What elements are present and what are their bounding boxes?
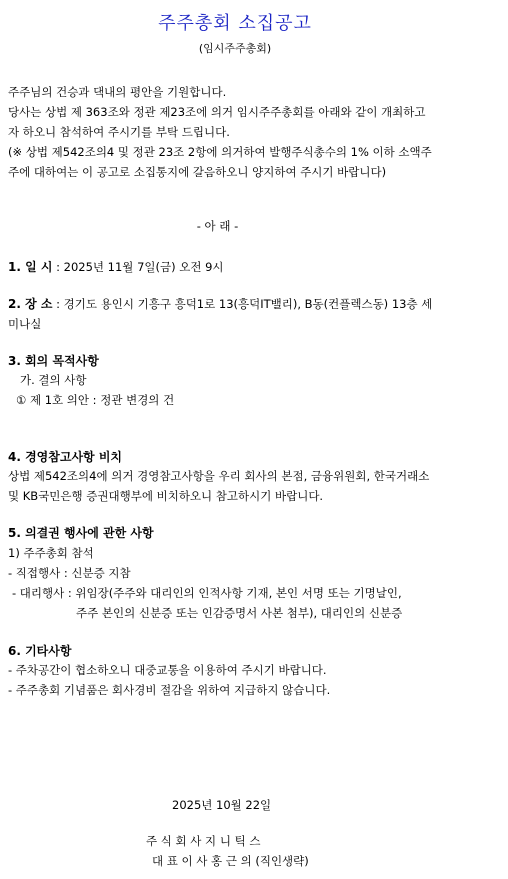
section-2 — [8, 295, 432, 312]
section-5-text: - 대리행사 : 위임장(주주와 대리인의 인적사항 기재, 본인 서명 또는 기명날인, — [12, 586, 402, 600]
section-3-item: 가. 결의 사항 — [20, 373, 87, 387]
intro-line: 주주님의 건승과 댁내의 평안을 기원합니다. — [8, 85, 227, 99]
intro-line: (※ 상법 제542조의4 및 정관 23조 2항에 의거하여 발행주식총수의 1% 이하 소액주 — [8, 145, 432, 159]
section-6-text: - 주주총회 기념품은 회사경비 절감을 위하여 지급하지 않습니다. — [8, 683, 331, 697]
section-6-text: - 주차공간이 협소하오니 대중교통을 이용하여 주시기 바랍니다. — [8, 663, 327, 677]
ceo-name: 대 표 이 사 홍 근 의 (직인생략) — [152, 854, 309, 868]
section-5-text: 1) 주주총회 참석 — [8, 546, 94, 560]
below-heading: - 아 래 - — [196, 219, 239, 233]
section-5-text: 주주 본인의 신분증 또는 인감증명서 사본 첨부), 대리인의 신분증 — [76, 606, 403, 620]
section-1 — [8, 258, 224, 275]
intro-line: 주에 대하여는 이 공고로 소집통지에 갈음하오니 양지하여 주시기 바랍니다) — [8, 165, 387, 179]
section-3-item: ① 제 1호 의안 : 정관 변경의 건 — [16, 393, 175, 407]
section-3-heading: 3. 회의 목적사항 — [8, 354, 99, 368]
company-name: 주 식 회 사 지 니 틱 스 — [146, 834, 261, 848]
section-5-heading: 5. 의결권 행사에 관한 사항 — [8, 526, 154, 540]
notice-title: 주주총회 소집공고 — [158, 13, 312, 34]
section-2-heading: 2. 장 소 — [8, 297, 53, 311]
section-1-text: : 2025년 11월 7일(금) 오전 9시 — [52, 260, 224, 274]
section-4-text: 및 KB국민은행 증권대행부에 비치하오니 참고하시기 바랍니다. — [8, 489, 324, 503]
section-1-heading: 1. 일 시 — [8, 260, 53, 274]
notice-subtitle: (임시주주총회) — [198, 42, 272, 55]
intro-line: 당사는 상법 제 363조와 정관 제23조에 의거 임시주주총회를 아래와 같이 개최하고 — [8, 105, 426, 119]
section-4-text: 상법 제542조의4에 의거 경영참고사항을 우리 회사의 본점, 금융위원회, 한국거래소 — [8, 469, 430, 483]
notice-date: 2025년 10월 22일 — [172, 798, 272, 812]
section-5-text: - 직접행사 : 신분증 지참 — [8, 566, 131, 580]
intro-line: 자 하오니 참석하여 주시기를 부탁 드립니다. — [8, 125, 230, 139]
section-6-heading: 6. 기타사항 — [8, 644, 72, 658]
section-4-heading: 4. 경영참고사항 비치 — [8, 450, 123, 464]
section-2-text: : 경기도 용인시 기흥구 흥덕1로 13(흥덕IT밸리), B동(컨플렉스동) 13층 세 — [52, 297, 433, 311]
section-2-text-cont: 미나실 — [8, 317, 42, 331]
